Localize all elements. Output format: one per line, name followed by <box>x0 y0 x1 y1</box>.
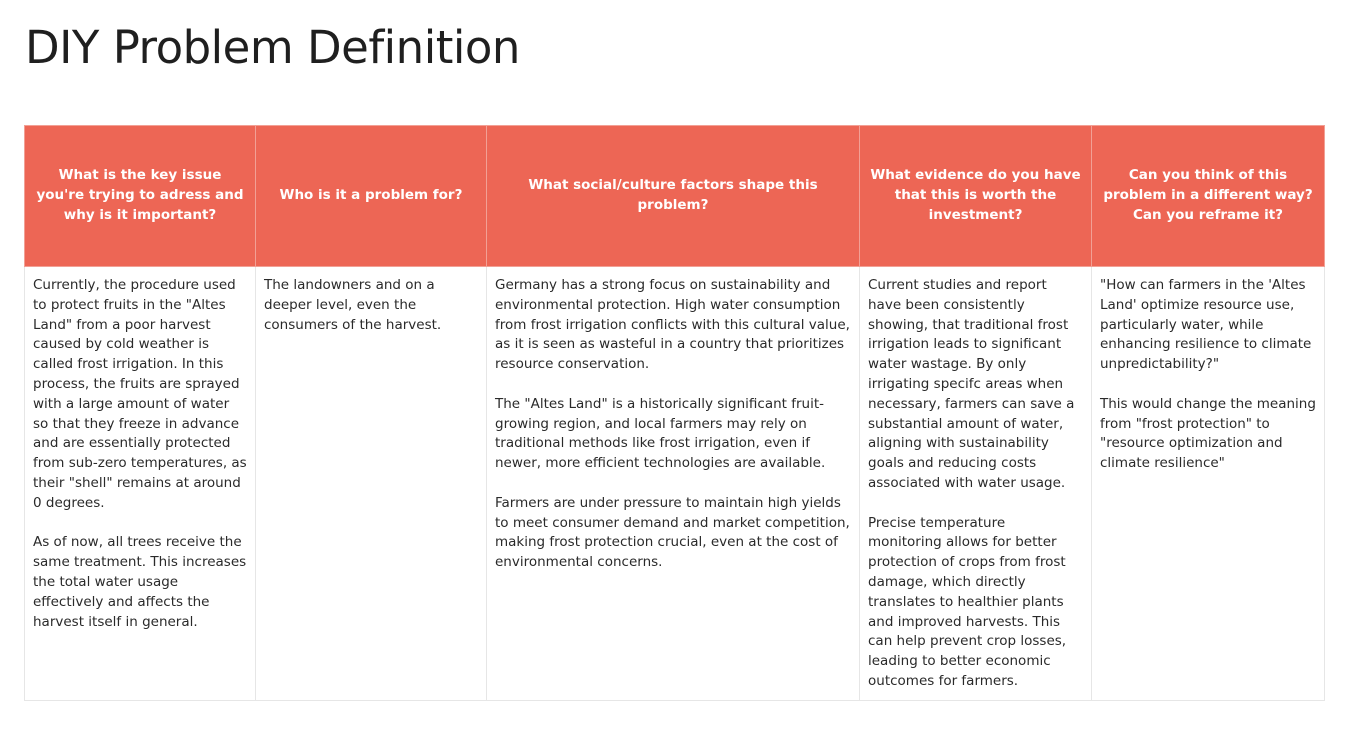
header-social-culture-factors: What social/culture factors shape this problem? <box>487 126 860 267</box>
table-row <box>25 267 1325 701</box>
cell-paragraph: Farmers are under pressure to maintain high yields to meet consumer demand and market competition, making frost protection crucial, even at the cost of environmental concerns. <box>495 494 850 571</box>
problem-definition-table <box>24 125 1325 701</box>
header-key-issue: What is the key issue you're trying to adress and why is it important? <box>25 126 256 267</box>
cell-paragraph: Precise temperature monitoring allows for better protection of crops from frost damage, which directly translates to healthier plants and improved harvests. This can help prevent crop losses, leading to better economic outcomes for farmers. <box>868 514 1067 689</box>
cell-paragraph: Current studies and report have been consistently showing, that traditional frost irrigation leads to significant water wastage. By only irrigating specifc areas when necessary, farmers can save a substantial amount of water, aligning with sustainability goals and reducing costs associated with water usage. <box>868 277 1075 491</box>
cell-paragraph: The landowners and on a deeper level, even the consumers of the harvest. <box>264 277 442 333</box>
cell-problem-for <box>256 267 487 701</box>
cell-paragraph: The "Altes Land" is a historically significant fruit-growing region, and local farmers may rely on traditional methods like frost irrigation, even if newer, more efficient technologies are available. <box>495 395 826 472</box>
table-header-row <box>25 126 1325 267</box>
header-problem-for: Who is it a problem for? <box>256 126 487 267</box>
cell-evidence <box>860 267 1092 701</box>
cell-social-culture-factors <box>487 267 860 701</box>
header-evidence: What evidence do you have that this is worth the investment? <box>860 126 1092 267</box>
page-title: DIY Problem Definition <box>25 21 520 74</box>
cell-paragraph: As of now, all trees receive the same treatment. This increases the total water usage effectively and affects the harvest itself in general. <box>33 534 247 630</box>
cell-paragraph: Germany has a strong focus on sustainability and environmental protection. High water consumption from frost irrigation conflicts with this cultural value, as it is seen as wasteful in a country that prioritizes resource conservation. <box>495 277 850 373</box>
cell-paragraph: Currently, the procedure used to protect fruits in the "Altes Land" from a poor harvest caused by cold weather is called frost irrigation. In this process, the fruits are sprayed with a large amount of water so that they freeze in advance and are essentially protected from sub-zero temperatures, as their "shell" remains at around 0 degrees. <box>33 277 247 511</box>
cell-key-issue <box>25 267 256 701</box>
cell-paragraph: This would change the meaning from "frost protection" to "resource optimization and climate resilience" <box>1100 395 1316 472</box>
cell-paragraph: "How can farmers in the 'Altes Land' optimize resource use, particularly water, while enhancing resilience to climate unpredictability?" <box>1100 277 1312 373</box>
header-reframe: Can you think of this problem in a different way? Can you reframe it? <box>1092 126 1325 267</box>
cell-reframe <box>1092 267 1325 701</box>
